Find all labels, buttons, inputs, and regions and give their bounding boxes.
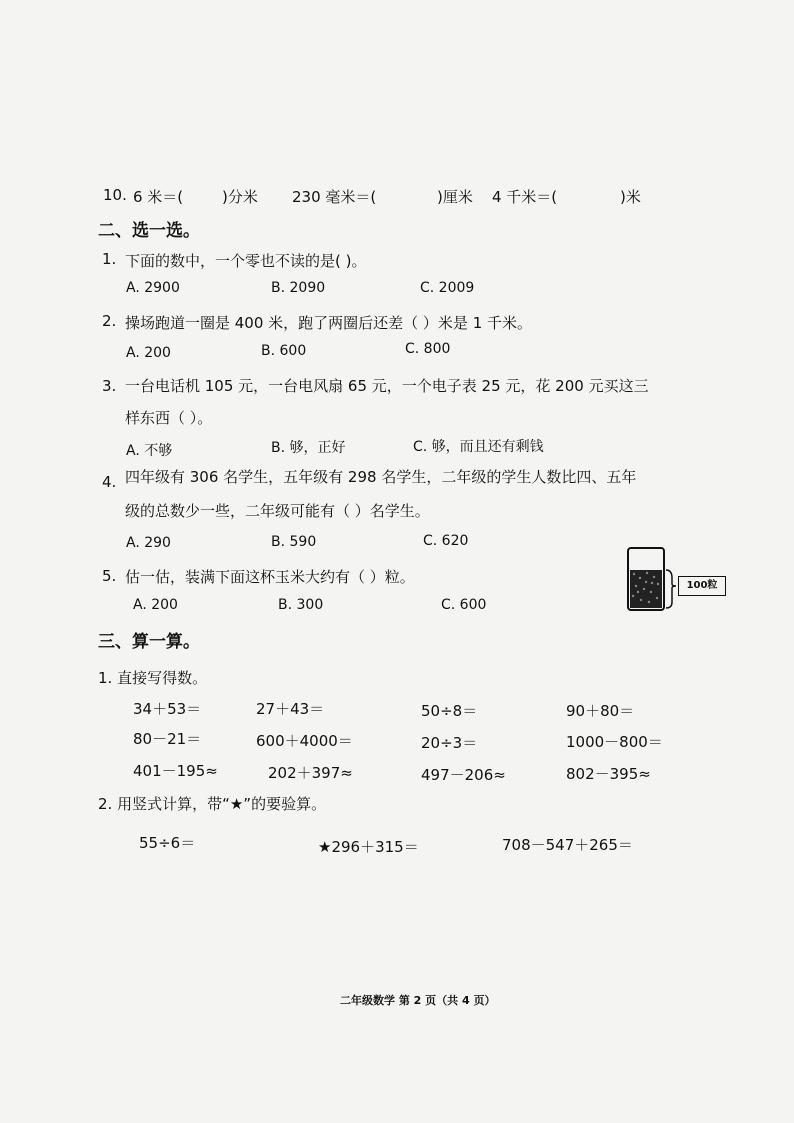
q4-text: 四年级有 306 名学生，五年级有 298 名学生，二年级的学生人数比四、五年	[125, 468, 637, 486]
calc-r3-c2: 202＋397≈	[268, 764, 353, 782]
q3-text: 一台电话机 105 元，一台电风扇 65 元，一个电子表 25 元，花 200 元买这三	[125, 377, 649, 395]
vertical-calc-1: 55÷6＝	[139, 834, 196, 852]
calc-r2-c3: 20÷3＝	[421, 734, 478, 752]
q3-text-cont: 样东西（ ）。	[125, 409, 213, 427]
q10-unit1: )分米	[222, 188, 258, 206]
q3-option-c: C. 够，而且还有剩钱	[413, 439, 544, 455]
q1-option-b: B. 2090	[271, 280, 326, 296]
q4-option-b: B. 590	[271, 534, 317, 550]
q10-part3: 4 千米＝(	[492, 188, 558, 206]
q5-text: 估一估，装满下面这杯玉米大约有（ ）粒。	[125, 568, 415, 586]
calc-r1-c1: 34＋53＝	[133, 700, 202, 718]
q1-option-a: A. 2900	[126, 280, 180, 296]
vertical-calc-2: ★296＋315＝	[318, 838, 419, 856]
q2-option-c: C. 800	[405, 341, 451, 357]
q2-option-a: A. 200	[126, 345, 171, 361]
q1-text: 下面的数中，一个零也不读的是( )。	[125, 252, 367, 270]
calc-r1-c4: 90＋80＝	[566, 702, 635, 720]
calc-r3-c1: 401－195≈	[133, 762, 218, 780]
calc-r3-c3: 497－206≈	[421, 766, 506, 784]
q1-option-c: C. 2009	[420, 280, 475, 296]
q5-option-c: C. 600	[441, 597, 487, 613]
q5-number: 5.	[102, 567, 117, 585]
q5-option-b: B. 300	[278, 597, 324, 613]
q2-number: 2.	[102, 312, 117, 330]
q3-number: 3.	[102, 377, 117, 395]
corn-jar-figure	[622, 544, 732, 616]
q4-number: 4.	[102, 473, 117, 491]
q10-unit3: )米	[620, 188, 641, 206]
q4-option-a: A. 290	[126, 535, 171, 551]
calc-r2-c4: 1000－800＝	[566, 733, 663, 751]
calc-r2-c2: 600＋4000＝	[256, 732, 353, 750]
section2-title: 二、选一选。	[98, 221, 200, 241]
q2-text: 操场跑道一圈是 400 米，跑了两圈后还差（ ）米是 1 千米。	[125, 314, 533, 332]
section3-title: 三、算一算。	[98, 632, 200, 652]
q10-part1: 6 米＝(	[133, 188, 184, 206]
calc-part2-title: 2. 用竖式计算，带“★”的要验算。	[98, 795, 327, 813]
calc-part1-title: 1. 直接写得数。	[98, 669, 208, 687]
q1-number: 1.	[102, 250, 117, 268]
jar-label-box: 100粒	[678, 576, 726, 596]
calc-r1-c2: 27＋43＝	[256, 700, 325, 718]
q10-unit2: )厘米	[437, 188, 473, 206]
q2-option-b: B. 600	[261, 343, 307, 359]
q3-option-a: A. 不够	[126, 443, 173, 459]
q4-option-c: C. 620	[423, 533, 469, 549]
vertical-calc-3: 708－547＋265＝	[502, 836, 633, 854]
q5-option-a: A. 200	[133, 597, 178, 613]
q3-option-b: B. 够，正好	[271, 440, 346, 456]
q4-text-cont: 级的总数少一些，二年级可能有（ ）名学生。	[125, 502, 430, 520]
q10-part2: 230 毫米＝(	[292, 188, 377, 206]
calc-r3-c4: 802－395≈	[566, 765, 651, 783]
page-footer: 二年级数学 第 2 页（共 4 页）	[340, 994, 496, 1007]
q10-number: 10.	[103, 186, 127, 204]
calc-r2-c1: 80－21＝	[133, 730, 202, 748]
calc-r1-c3: 50÷8＝	[421, 702, 478, 720]
